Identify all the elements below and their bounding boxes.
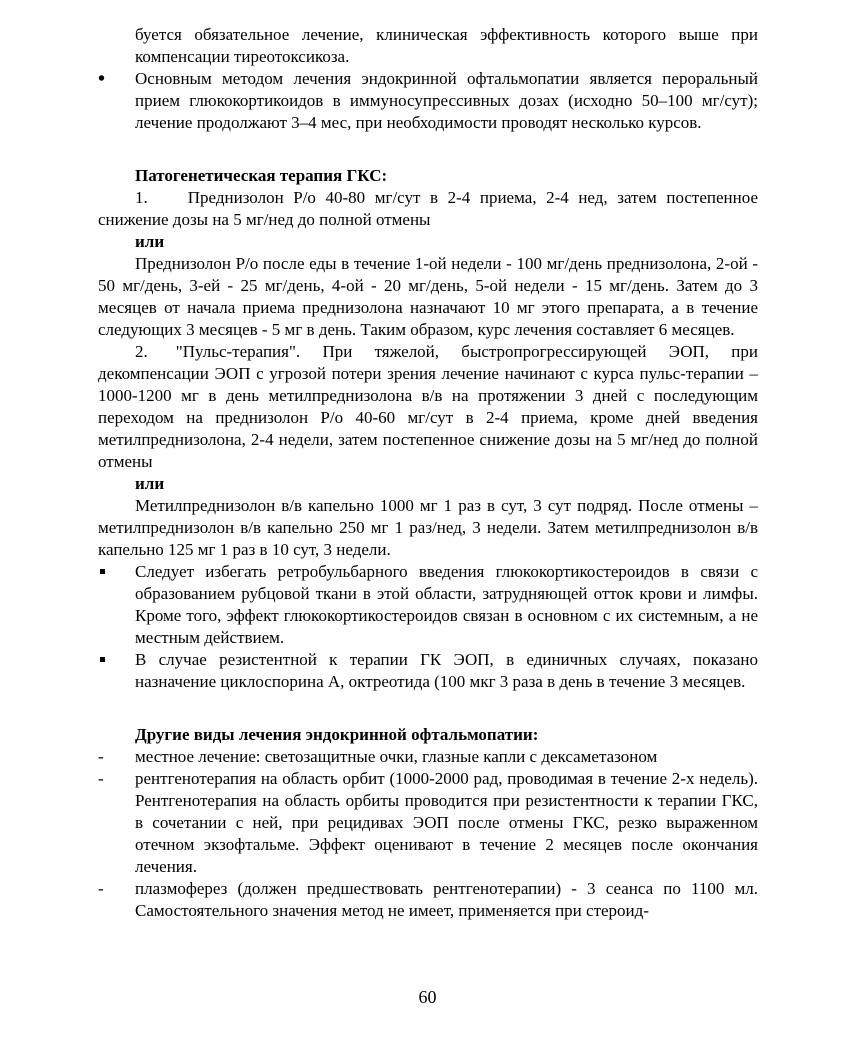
dash-marker: - xyxy=(98,769,104,788)
dash-item-text: рентгенотерапия на область орбит (1000-2000 рад, проводимая в течение 2-х недель). Рентгенотерапия на область орбиты проводится при резистентности к терапии ГКС, в сочетании с ней, при рецидивах ЭОП после отмены ГКС, резко выраженном отечном экзофтальме. Эффект оценивают в течение 2 месяцев после окончания лечения. xyxy=(135,769,758,876)
item-number: 2. xyxy=(135,342,148,361)
page-number: 60 xyxy=(418,987,437,1007)
square-bullet-icon xyxy=(100,569,105,574)
bullet-text: Основным методом лечения эндокринной офтальмопатии является пероральный прием глюкокортикоидов в иммуносупрессивных дозах (исходно 50–100 мг/сут); лечение продолжают 3–4 мес, при необходимости проводят несколько курсов. xyxy=(135,69,758,132)
section-heading-pathogenetic: Патогенетическая терапия ГКС: xyxy=(135,166,388,185)
dash-item-plasmapheresis xyxy=(98,878,758,922)
dash-item-text: плазмоферез (должен предшествовать рентгенотерапии) - 3 сеанса по 1100 мл. Самостоятельного значения метод не имеет, применяется при стероид- xyxy=(135,879,758,920)
square-bullet-item-resistant xyxy=(98,649,758,693)
square-bullet-item-retrobulbar xyxy=(98,561,758,649)
numbered-item-2 xyxy=(98,341,758,473)
dash-item-text: местное лечение: светозащитные очки, глазные капли с дексаметазоном xyxy=(135,747,658,766)
bullet-icon: • xyxy=(98,68,106,90)
alternative-regimen-2: Метилпреднизолон в/в капельно 1000 мг 1 раз в сут, 3 сут подряд. После отмены – метилпреднизолон в/в капельно 250 мг 1 раз/нед, 3 недели. Затем метилпреднизолон в/в капельно 125 мг 1 раз в 10 сут, 3 недели. xyxy=(98,496,758,559)
item-number: 1. xyxy=(135,188,148,207)
or-label-1: или xyxy=(135,232,165,251)
or-label-2: или xyxy=(135,474,165,493)
square-bullet-icon xyxy=(100,657,105,662)
bullet-text: Следует избегать ретробульбарного введения глюкокортикостероидов в связи с образованием рубцовой ткани в этой области, затрудняющей отток крови и лимфы. Кроме того, эффект глюкокортикостероидов связан в основном с их системным, а не местным действием. xyxy=(135,562,758,647)
dash-item-radiotherapy xyxy=(98,768,758,878)
bullet-item-main-method xyxy=(98,68,758,134)
alternative-regimen-1: Преднизолон Р/о после еды в течение 1-ой недели - 100 мг/день преднизолона, 2-ой - 50 мг/день, 3-ей - 25 мг/день, 4-ой - 20 мг/день, 5-ой недели - 15 мг/день. Затем до 3 месяцев от начала приема преднизолона назначают 10 мг этого препарата, а в течение следующих 3 месяцев - 5 мг в день. Таким образом, курс лечения составляет 6 месяцев. xyxy=(98,254,758,339)
document-page xyxy=(98,24,758,922)
item-text: "Пульс-терапия". При тяжелой, быстропрогрессирующей ЭОП, при декомпенсации ЭОП с угрозой потери зрения лечение начинают с курса пульс-терапии – 1000-1200 мг в день метилпреднизолона в/в на протяжении 3 дней с последующим переходом на преднизолон Р/о 40-60 мг/сут в 2-4 приема, кроме дней введения метилпреднизолона, 2-4 недели, затем постепенное снижение дозы на 5 мг/нед до полной отмены xyxy=(98,342,758,471)
bullet-text: В случае резистентной к терапии ГК ЭОП, в единичных случаях, показано назначение циклоспорина А, октреотида (100 мкг 3 раза в день в течение 3 месяцев. xyxy=(135,650,758,691)
numbered-item-1 xyxy=(98,187,758,231)
dash-marker: - xyxy=(98,747,104,766)
section-heading-other-treatments: Другие виды лечения эндокринной офтальмопатии: xyxy=(135,725,539,744)
dash-marker: - xyxy=(98,879,104,898)
intro-continuation: буется обязательное лечение, клиническая эффективность которого выше при компенсации тиреотоксикоза. xyxy=(135,25,758,66)
dash-item-local-treatment xyxy=(98,746,758,768)
item-text: Преднизолон Р/о 40-80 мг/сут в 2-4 приема, 2-4 нед, затем постепенное снижение дозы на 5 мг/нед до полной отмены xyxy=(98,188,758,229)
